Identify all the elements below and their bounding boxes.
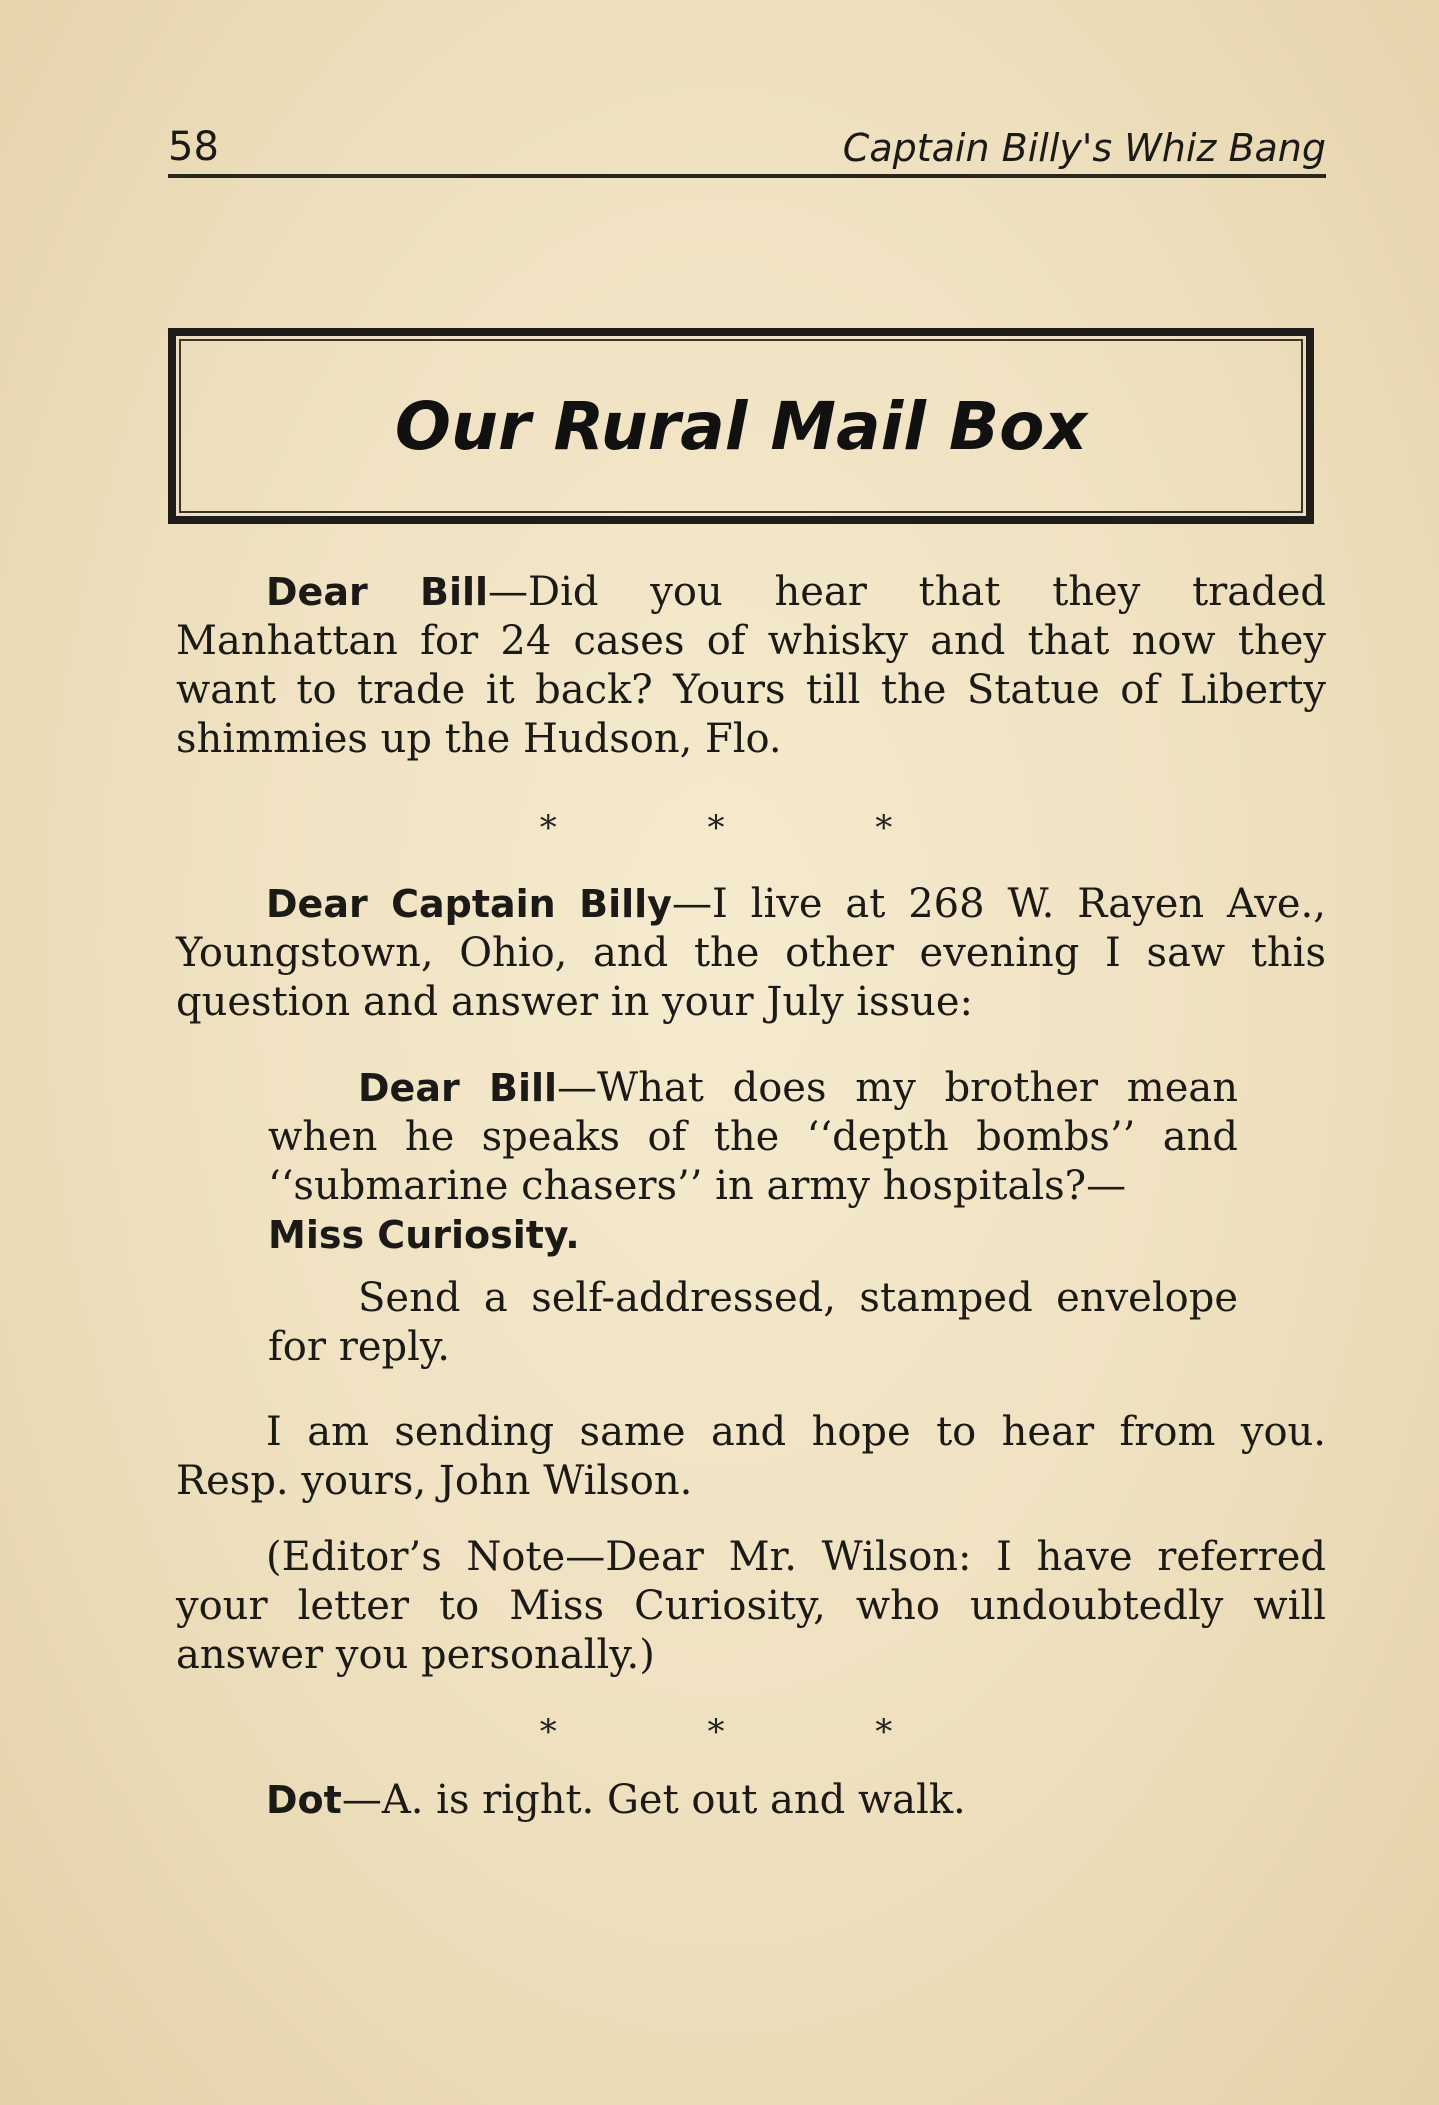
quoted-answer: Send a self-addressed, stamped envelope for reply.	[268, 1275, 1238, 1370]
section-title: Our Rural Mail Box	[394, 387, 1088, 465]
letter-lead: Dear Captain Billy	[266, 882, 672, 926]
letter-lead: Dot	[266, 1778, 342, 1822]
editor-note: (Editor’s Note—Dear Mr. Wilson: I have referred your letter to Miss Curiosity, who undoubtedly will answer you personally.)	[176, 1534, 1326, 1678]
quote-lead: Dear Bill	[358, 1066, 558, 1110]
letter-body: —Did you hear that they traded Manhattan for 24 cases of whisky and that now they want to trade it back? Yours till the Statue of Liberty shimmies up the Hudson, Flo.	[176, 569, 1326, 762]
letter-flo	[176, 568, 1326, 764]
section-title-box	[168, 328, 1314, 524]
section-divider: * * *	[539, 1712, 963, 1752]
running-title: Captain Billy's Whiz Bang	[842, 126, 1326, 170]
letter-dot	[176, 1776, 1326, 1825]
quote-signature: Miss Curiosity.	[268, 1213, 580, 1257]
letter-closing: I am sending same and hope to hear from you. Resp. yours, John Wilson.	[176, 1409, 1326, 1504]
quote-body: —What does my brother mean when he speaks of the ‘‘depth bombs’’ and ‘‘submarine chasers’’ in army hospitals?—	[268, 1065, 1238, 1209]
page-number: 58	[168, 124, 219, 170]
letter-lead: Dear Bill	[266, 570, 489, 614]
page-header	[168, 124, 1326, 178]
letter-body: —A. is right. Get out and walk.	[341, 1777, 966, 1823]
letter-body: —I live at 268 W. Rayen Ave., Youngstown, Ohio, and the other evening I saw this question and answer in your July issue:	[176, 881, 1326, 1025]
quoted-question	[268, 1064, 1238, 1260]
section-divider: * * *	[539, 808, 963, 848]
letter-wilson	[176, 880, 1326, 1027]
